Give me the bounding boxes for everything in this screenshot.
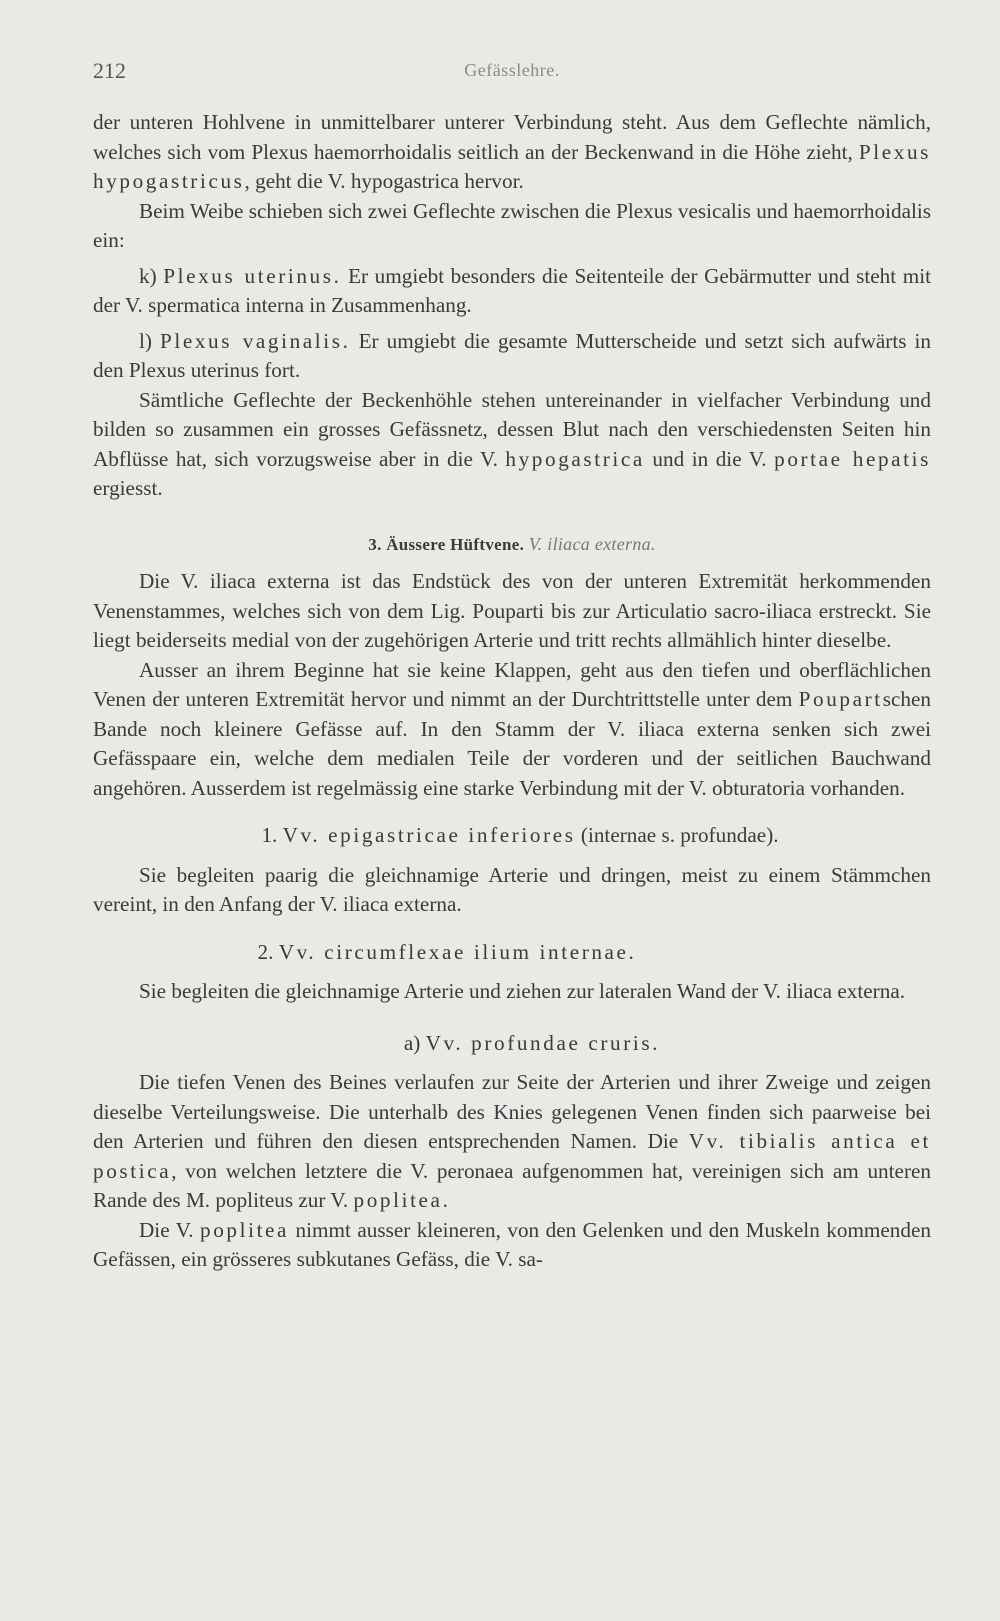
spaced-term: hypogastrica	[505, 446, 645, 471]
paragraph-text: Er umgiebt besonders die Seitenteile der Gebärmutter und steht mit der V. spermatica interna in Zusammenhang.	[93, 263, 931, 317]
paragraph-text: Er umgiebt die gesamte Mutterscheide und setzt sich aufwärts in den Plexus uterinus fort.	[93, 328, 931, 382]
spaced-term: Plexus vaginalis.	[159, 328, 351, 353]
section-title: Äussere Hüftvene.	[386, 534, 525, 554]
spaced-term: Vv. epigastricae inferiores	[282, 823, 576, 847]
paragraph-text: schen Bande noch kleinere Gefässe auf. In den Stamm der V. iliaca externa senken sich zwei Gefässpaare ein, welche dem medialen Teile der vorderen und der seitlichen Bauchwand angehören. Ausserdem ist regelmässig eine starke Verbindung mit der V. obturatoria vorhanden.	[93, 687, 931, 800]
section-heading	[93, 530, 931, 560]
paragraph-text: Die tiefen Venen des Beines verlaufen zur Seite der Arterien und ihrer Zweige und zeigen dieselbe Verteilungsweise. Die unterhalb des Knies gelegenen Venen finden sich paarweise bei den Arterien und führen den diesen entsprechenden Namen. Die	[93, 1070, 931, 1153]
paragraph	[93, 1068, 931, 1216]
subheading-number: 1.	[261, 823, 283, 847]
paragraph-text: ergiesst.	[93, 476, 163, 500]
paragraph-text: und in die V.	[644, 446, 775, 471]
paragraph-text: der unteren Hohlvene in unmittelbarer unterer Verbindung steht. Aus dem Geflechte nämlich, welches sich vom Plexus haemorrhoidalis seitlich an der Beckenwand in die Höhe zieht,	[93, 110, 931, 164]
paragraph: Beim Weibe schieben sich zwei Geflechte zwischen die Plexus vesicalis und haemorrhoidalis ein:	[93, 198, 931, 252]
section-latin-name: V. iliaca externa.	[528, 533, 656, 554]
subheading-number: 2.	[257, 939, 279, 964]
spaced-term: portae hepatis	[774, 446, 931, 471]
paragraph	[93, 108, 931, 197]
paragraph-text: Sämtliche Geflechte der Beckenhöhle stehen untereinander in vielfacher Verbindung und bilden so zusammen ein grosses Gefässnetz, dessen Blut nach den verschiedensten Seiten hin Abflüsse hat, sich vorzugsweise aber in die V.	[93, 387, 931, 471]
spaced-term: Poupart	[798, 687, 883, 711]
page-number: 212	[93, 58, 126, 83]
paragraph	[93, 386, 931, 504]
spaced-term: poplitea	[200, 1217, 290, 1242]
paragraph: Sie begleiten die gleichnamige Arterie und ziehen zur lateralen Wand der V. iliaca externa.	[139, 979, 906, 1003]
paragraph: Die V. iliaca externa ist das Endstück des von der unteren Extremität herkommenden Venenstammes, welches sich von dem Lig. Pouparti bis zur Articulatio sacro-iliaca erstreckt. Sie liegt beiderseits medial von der zugehörigen Arterie und tritt rechts allmählich hinter dieselbe.	[93, 569, 931, 652]
spaced-term: Vv. tibialis antica et postica	[93, 1129, 931, 1183]
spaced-term: poplitea	[353, 1188, 443, 1212]
page-header	[93, 58, 931, 88]
paragraph-text: .	[442, 1188, 448, 1212]
list-marker: l)	[139, 328, 160, 353]
subheading	[93, 821, 931, 851]
subheading	[93, 938, 801, 968]
subheading-text: (internae s. profundae).	[575, 823, 779, 847]
paragraph-text: Ausser an ihrem Beginne hat sie keine Klappen, geht aus den tiefen und oberflächlichen Venen der unteren Extremität hervor und nimmt an der Durchtrittstelle unter dem	[93, 657, 931, 711]
paragraph	[93, 656, 931, 804]
spaced-term: Vv. profundae cruris.	[425, 1030, 661, 1055]
spaced-term: Plexus uterinus.	[163, 263, 342, 288]
paragraph	[93, 1216, 931, 1275]
paragraph-text: , geht die V. hypogastrica hervor.	[244, 169, 524, 193]
paragraph-text: nimmt ausser kleineren, von den Gelenken und den Muskeln kommenden Gefässen, ein grösseres subkutanes Gefäss, die V. sa-	[93, 1217, 931, 1271]
subheading	[93, 1029, 931, 1059]
subheading-number: a)	[403, 1030, 426, 1055]
paragraph: Sie begleiten paarig die gleichnamige Arterie und dringen, meist zu einem Stämmchen vereint, in den Anfang der V. iliaca externa.	[93, 862, 931, 916]
spaced-term: Vv. circumflexae ilium internae.	[278, 939, 637, 964]
list-item-k	[93, 262, 931, 321]
paragraph-text: , von welchen letztere die V. peronaea aufgenommen hat, vereinigen sich am unteren Rande des M. popliteus zur V.	[93, 1158, 931, 1212]
running-head: Gefässlehre.	[464, 60, 560, 80]
page-body	[93, 108, 931, 1275]
section-number: 3.	[368, 534, 382, 554]
list-item-l	[93, 327, 931, 386]
list-marker: k)	[139, 263, 164, 288]
spaced-term: Plexus hypogastricus	[93, 139, 931, 193]
paragraph-text: Die V.	[139, 1217, 201, 1242]
